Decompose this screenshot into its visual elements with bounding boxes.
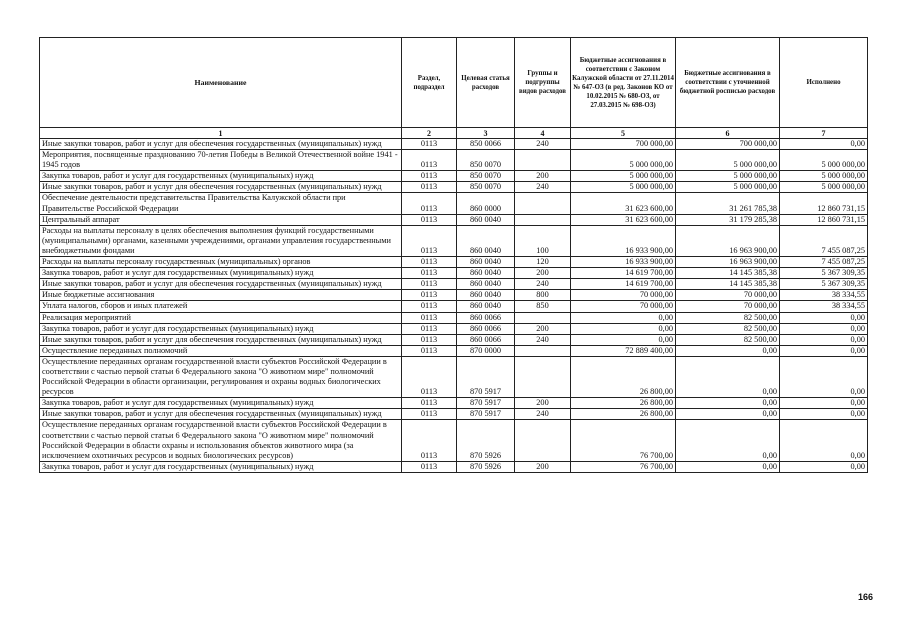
row-name-cell: Осуществление переданных полномочий — [40, 345, 402, 356]
row-name-cell: Закупка товаров, работ и услуг для государственных (муниципальных) нужд — [40, 171, 402, 182]
row-group-cell — [515, 345, 571, 356]
row-adjusted-amount-cell: 0,00 — [676, 398, 780, 409]
row-group-cell: 100 — [515, 225, 571, 256]
row-article-cell: 850 0070 — [457, 182, 515, 193]
header-executed: Исполнено — [780, 38, 868, 128]
row-section-cell: 0113 — [402, 301, 457, 312]
row-article-cell: 870 5917 — [457, 356, 515, 397]
row-law-amount-cell: 5 000 000,00 — [571, 171, 676, 182]
table-row — [40, 398, 868, 409]
row-section-cell: 0113 — [402, 225, 457, 256]
header-adjusted: Бюджетные ассигнования в соответствии с уточненной бюджетной росписью расходов — [676, 38, 780, 128]
column-number: 3 — [457, 128, 515, 139]
row-name-cell: Закупка товаров, работ и услуг для государственных (муниципальных) нужд — [40, 398, 402, 409]
row-group-cell: 850 — [515, 301, 571, 312]
table-row — [40, 150, 868, 171]
row-group-cell — [515, 214, 571, 225]
row-executed-amount-cell: 7 455 087,25 — [780, 257, 868, 268]
row-article-cell: 860 0040 — [457, 279, 515, 290]
row-executed-amount-cell: 12 860 731,15 — [780, 214, 868, 225]
column-number: 5 — [571, 128, 676, 139]
row-law-amount-cell: 5 000 000,00 — [571, 150, 676, 171]
row-adjusted-amount-cell: 70 000,00 — [676, 301, 780, 312]
row-section-cell: 0113 — [402, 171, 457, 182]
table-row — [40, 345, 868, 356]
row-section-cell: 0113 — [402, 356, 457, 397]
row-adjusted-amount-cell: 0,00 — [676, 356, 780, 397]
row-article-cell: 860 0066 — [457, 334, 515, 345]
table-row — [40, 323, 868, 334]
row-adjusted-amount-cell: 70 000,00 — [676, 290, 780, 301]
row-group-cell — [515, 356, 571, 397]
row-article-cell: 860 0000 — [457, 193, 515, 214]
row-name-cell: Иные закупки товаров, работ и услуг для обеспечения государственных (муниципальных) нужд — [40, 334, 402, 345]
budget-table — [39, 37, 868, 473]
column-number-row — [40, 128, 868, 139]
row-name-cell: Иные закупки товаров, работ и услуг для обеспечения государственных (муниципальных) нужд — [40, 139, 402, 150]
row-name-cell: Осуществление переданных органам государственной власти субъектов Российской Федерации в соответствии с частью первой статьи 6 Федерального закона "О животном мире" полномочий Российской Федерации в области охраны и использования объектов животного мира (за исключением охотничьих ресурсов и водных биологических ресурсов) — [40, 420, 402, 461]
row-section-cell: 0113 — [402, 334, 457, 345]
row-section-cell: 0113 — [402, 323, 457, 334]
row-section-cell: 0113 — [402, 139, 457, 150]
row-article-cell: 860 0040 — [457, 268, 515, 279]
table-row — [40, 139, 868, 150]
row-executed-amount-cell: 5 000 000,00 — [780, 171, 868, 182]
row-law-amount-cell: 5 000 000,00 — [571, 182, 676, 193]
row-adjusted-amount-cell: 0,00 — [676, 420, 780, 461]
table-row — [40, 193, 868, 214]
row-section-cell: 0113 — [402, 182, 457, 193]
row-executed-amount-cell: 0,00 — [780, 461, 868, 472]
row-law-amount-cell: 76 700,00 — [571, 420, 676, 461]
row-executed-amount-cell: 38 334,55 — [780, 290, 868, 301]
row-name-cell: Уплата налогов, сборов и иных платежей — [40, 301, 402, 312]
row-name-cell: Реализация мероприятий — [40, 312, 402, 323]
row-law-amount-cell: 31 623 600,00 — [571, 214, 676, 225]
table-row — [40, 301, 868, 312]
row-adjusted-amount-cell: 5 000 000,00 — [676, 182, 780, 193]
table-row — [40, 268, 868, 279]
row-article-cell: 850 0066 — [457, 139, 515, 150]
row-article-cell: 860 0040 — [457, 214, 515, 225]
row-executed-amount-cell: 38 334,55 — [780, 301, 868, 312]
row-adjusted-amount-cell: 16 963 900,00 — [676, 225, 780, 256]
row-article-cell: 870 5917 — [457, 409, 515, 420]
row-law-amount-cell: 14 619 700,00 — [571, 268, 676, 279]
table-row — [40, 356, 868, 397]
row-article-cell: 860 0040 — [457, 290, 515, 301]
row-executed-amount-cell: 5 000 000,00 — [780, 182, 868, 193]
row-executed-amount-cell: 0,00 — [780, 345, 868, 356]
row-group-cell: 200 — [515, 323, 571, 334]
row-group-cell: 240 — [515, 139, 571, 150]
row-executed-amount-cell: 0,00 — [780, 356, 868, 397]
row-name-cell: Мероприятия, посвященные празднованию 70-летия Победы в Великой Отечественной войне 1941 - 1945 годов — [40, 150, 402, 171]
column-number: 1 — [40, 128, 402, 139]
row-section-cell: 0113 — [402, 290, 457, 301]
row-name-cell: Расходы на выплаты персоналу государственных (муниципальных) органов — [40, 257, 402, 268]
row-group-cell: 200 — [515, 461, 571, 472]
row-name-cell: Закупка товаров, работ и услуг для государственных (муниципальных) нужд — [40, 268, 402, 279]
table-row — [40, 420, 868, 461]
row-law-amount-cell: 26 800,00 — [571, 409, 676, 420]
header-group: Группы и подгруппы видов расходов — [515, 38, 571, 128]
row-article-cell: 860 0066 — [457, 312, 515, 323]
row-section-cell: 0113 — [402, 150, 457, 171]
row-section-cell: 0113 — [402, 345, 457, 356]
column-number: 2 — [402, 128, 457, 139]
row-group-cell: 240 — [515, 279, 571, 290]
row-law-amount-cell: 0,00 — [571, 334, 676, 345]
table-row — [40, 461, 868, 472]
header-name: Наименование — [40, 38, 402, 128]
row-section-cell: 0113 — [402, 257, 457, 268]
row-group-cell: 200 — [515, 398, 571, 409]
row-law-amount-cell: 26 800,00 — [571, 398, 676, 409]
row-article-cell: 870 0000 — [457, 345, 515, 356]
row-group-cell — [515, 193, 571, 214]
row-name-cell: Осуществление переданных органам государственной власти субъектов Российской Федерации в соответствии с частью первой статьи 6 Федерального закона "О животном мире" полномочий Российской Федерации в области организации, регулирования и охраны водных биологических ресурсов — [40, 356, 402, 397]
row-adjusted-amount-cell: 0,00 — [676, 409, 780, 420]
row-group-cell: 240 — [515, 409, 571, 420]
row-adjusted-amount-cell: 31 179 285,38 — [676, 214, 780, 225]
row-executed-amount-cell: 7 455 087,25 — [780, 225, 868, 256]
row-section-cell: 0113 — [402, 398, 457, 409]
row-executed-amount-cell: 0,00 — [780, 312, 868, 323]
table-row — [40, 279, 868, 290]
table-row — [40, 214, 868, 225]
row-group-cell: 200 — [515, 268, 571, 279]
page-number: 166 — [858, 592, 874, 602]
header-row — [40, 38, 868, 128]
row-adjusted-amount-cell: 14 145 385,38 — [676, 268, 780, 279]
row-law-amount-cell: 76 700,00 — [571, 461, 676, 472]
row-section-cell: 0113 — [402, 409, 457, 420]
row-name-cell: Расходы на выплаты персоналу в целях обеспечения выполнения функций государственными (муниципальными) органами, казенными учреждениями, органами управления государственными внебюджетными фондами — [40, 225, 402, 256]
row-adjusted-amount-cell: 5 000 000,00 — [676, 171, 780, 182]
row-law-amount-cell: 70 000,00 — [571, 290, 676, 301]
row-section-cell: 0113 — [402, 193, 457, 214]
row-adjusted-amount-cell: 82 500,00 — [676, 334, 780, 345]
row-article-cell: 870 5917 — [457, 398, 515, 409]
row-group-cell: 800 — [515, 290, 571, 301]
row-name-cell: Иные бюджетные ассигнования — [40, 290, 402, 301]
row-name-cell: Иные закупки товаров, работ и услуг для обеспечения государственных (муниципальных) нужд — [40, 182, 402, 193]
row-law-amount-cell: 16 933 900,00 — [571, 257, 676, 268]
row-adjusted-amount-cell: 14 145 385,38 — [676, 279, 780, 290]
row-law-amount-cell: 26 800,00 — [571, 356, 676, 397]
row-name-cell: Центральный аппарат — [40, 214, 402, 225]
row-adjusted-amount-cell: 0,00 — [676, 461, 780, 472]
row-article-cell: 870 5926 — [457, 461, 515, 472]
row-name-cell: Иные закупки товаров, работ и услуг для обеспечения государственных (муниципальных) нужд — [40, 409, 402, 420]
header-law: Бюджетные ассигнования в соответствии с Законом Калужской области от 27.11.2014 № 647-ОЗ (в ред. Законов КО от 10.02.2015 № 680-ОЗ, от 27.03.2015 № 698-ОЗ) — [571, 38, 676, 128]
row-article-cell: 850 0070 — [457, 171, 515, 182]
row-law-amount-cell: 0,00 — [571, 323, 676, 334]
row-executed-amount-cell: 0,00 — [780, 139, 868, 150]
row-section-cell: 0113 — [402, 420, 457, 461]
row-name-cell: Закупка товаров, работ и услуг для государственных (муниципальных) нужд — [40, 323, 402, 334]
row-article-cell: 860 0066 — [457, 323, 515, 334]
row-name-cell: Обеспечение деятельности представительства Правительства Калужской области при Правительстве Российской Федерации — [40, 193, 402, 214]
row-group-cell: 120 — [515, 257, 571, 268]
table-row — [40, 171, 868, 182]
row-group-cell — [515, 150, 571, 171]
row-executed-amount-cell: 0,00 — [780, 420, 868, 461]
row-name-cell: Иные закупки товаров, работ и услуг для обеспечения государственных (муниципальных) нужд — [40, 279, 402, 290]
row-name-cell: Закупка товаров, работ и услуг для государственных (муниципальных) нужд — [40, 461, 402, 472]
row-section-cell: 0113 — [402, 461, 457, 472]
table-row — [40, 182, 868, 193]
row-adjusted-amount-cell: 0,00 — [676, 345, 780, 356]
row-executed-amount-cell: 5 367 309,35 — [780, 279, 868, 290]
row-adjusted-amount-cell: 31 261 785,38 — [676, 193, 780, 214]
row-adjusted-amount-cell: 82 500,00 — [676, 323, 780, 334]
row-section-cell: 0113 — [402, 268, 457, 279]
row-law-amount-cell: 14 619 700,00 — [571, 279, 676, 290]
row-group-cell: 240 — [515, 334, 571, 345]
row-article-cell: 860 0040 — [457, 257, 515, 268]
row-section-cell: 0113 — [402, 214, 457, 225]
row-executed-amount-cell: 5 367 309,35 — [780, 268, 868, 279]
row-adjusted-amount-cell: 82 500,00 — [676, 312, 780, 323]
row-law-amount-cell: 31 623 600,00 — [571, 193, 676, 214]
header-article: Целевая статья расходов — [457, 38, 515, 128]
row-law-amount-cell: 0,00 — [571, 312, 676, 323]
row-law-amount-cell: 16 933 900,00 — [571, 225, 676, 256]
row-law-amount-cell: 72 889 400,00 — [571, 345, 676, 356]
row-executed-amount-cell: 5 000 000,00 — [780, 150, 868, 171]
row-executed-amount-cell: 0,00 — [780, 334, 868, 345]
table-row — [40, 334, 868, 345]
column-number: 4 — [515, 128, 571, 139]
row-adjusted-amount-cell: 700 000,00 — [676, 139, 780, 150]
column-number: 7 — [780, 128, 868, 139]
row-executed-amount-cell: 0,00 — [780, 398, 868, 409]
row-group-cell: 200 — [515, 171, 571, 182]
row-group-cell: 240 — [515, 182, 571, 193]
header-section: Раздел, подраздел — [402, 38, 457, 128]
table-row — [40, 290, 868, 301]
row-executed-amount-cell: 0,00 — [780, 409, 868, 420]
row-group-cell — [515, 420, 571, 461]
table-row — [40, 312, 868, 323]
row-law-amount-cell: 70 000,00 — [571, 301, 676, 312]
row-article-cell: 850 0070 — [457, 150, 515, 171]
table-row — [40, 257, 868, 268]
row-article-cell: 860 0040 — [457, 225, 515, 256]
table-row — [40, 225, 868, 256]
row-adjusted-amount-cell: 16 963 900,00 — [676, 257, 780, 268]
row-executed-amount-cell: 0,00 — [780, 323, 868, 334]
row-section-cell: 0113 — [402, 279, 457, 290]
row-section-cell: 0113 — [402, 312, 457, 323]
row-executed-amount-cell: 12 860 731,15 — [780, 193, 868, 214]
row-group-cell — [515, 312, 571, 323]
column-number: 6 — [676, 128, 780, 139]
row-article-cell: 860 0040 — [457, 301, 515, 312]
row-article-cell: 870 5926 — [457, 420, 515, 461]
row-adjusted-amount-cell: 5 000 000,00 — [676, 150, 780, 171]
table-row — [40, 409, 868, 420]
row-law-amount-cell: 700 000,00 — [571, 139, 676, 150]
